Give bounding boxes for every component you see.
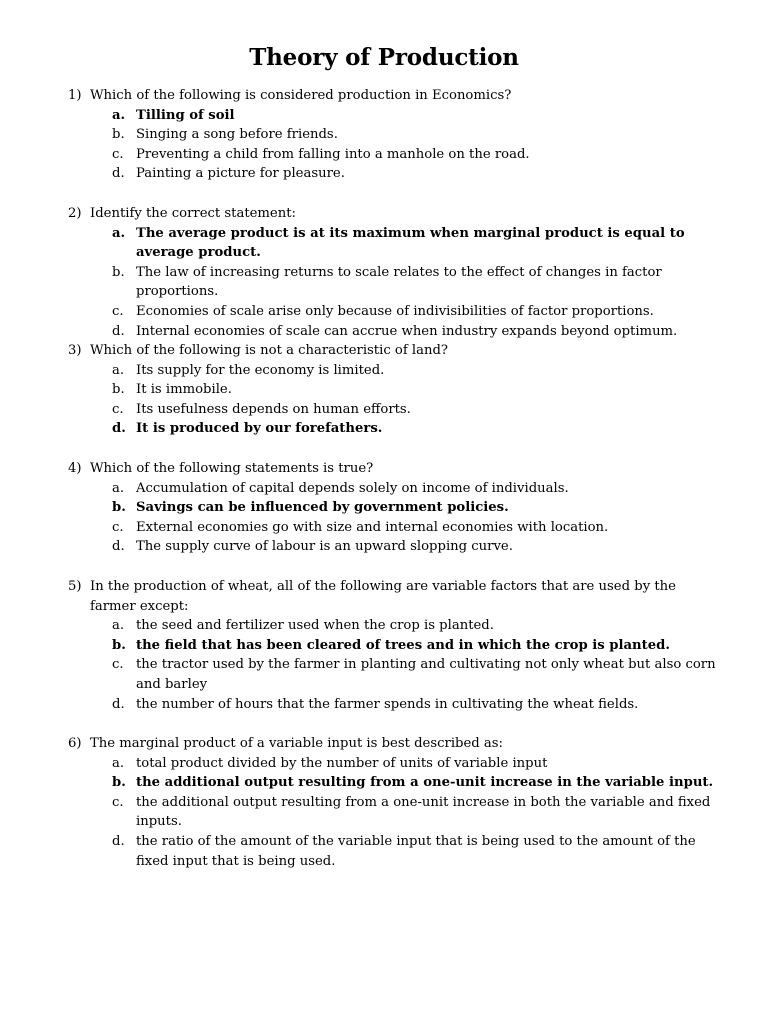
question-text: Which of the following is not a characteristic of land? [90, 343, 449, 358]
question-text: Which of the following is considered production in Economics? [90, 88, 512, 103]
answer-option-a [112, 754, 718, 774]
option-text: Internal economies of scale can accrue when industry expands beyond optimum. [136, 323, 678, 339]
option-letter: d. [112, 833, 125, 849]
question-number: 4) [68, 461, 82, 476]
option-letter: a. [112, 107, 126, 123]
question-number: 5) [68, 579, 82, 594]
option-letter: b. [112, 637, 126, 653]
option-letter: d. [112, 166, 125, 182]
answer-option-b [112, 125, 718, 145]
option-letter: a. [112, 755, 125, 771]
question-1 [68, 86, 718, 184]
answer-option-d [112, 164, 718, 184]
option-text: Singing a song before friends. [136, 127, 338, 143]
question-3 [68, 341, 718, 439]
answer-option-b [112, 636, 718, 656]
option-letter: c. [112, 657, 124, 673]
option-text: Tilling of soil [136, 107, 235, 123]
option-letter: d. [112, 696, 125, 712]
option-letter: c. [112, 401, 124, 417]
option-text: Savings can be influenced by government policies. [136, 500, 509, 516]
answer-option-d [112, 322, 718, 342]
option-letter: d. [112, 421, 126, 437]
option-text: the number of hours that the farmer spends in cultivating the wheat fields. [136, 696, 639, 712]
option-text: Preventing a child from falling into a manhole on the road. [136, 146, 530, 162]
option-letter: c. [112, 146, 124, 162]
option-letter: d. [112, 539, 125, 555]
answer-option-d [112, 695, 718, 715]
option-letter: a. [112, 480, 125, 496]
option-text: The supply curve of labour is an upward slopping curve. [136, 539, 513, 555]
option-text: The law of increasing returns to scale relates to the effect of changes in factor proportions. [136, 264, 662, 300]
option-letter: b. [112, 127, 125, 143]
answer-option-c [112, 145, 718, 165]
question-4 [68, 459, 718, 557]
option-text: It is immobile. [136, 382, 232, 398]
option-text: Painting a picture for pleasure. [136, 166, 345, 182]
option-letter: b. [112, 264, 125, 280]
option-text: the additional output resulting from a one-unit increase in both the variable and fixed inputs. [136, 794, 711, 830]
answer-option-c [112, 400, 718, 420]
option-text: Its usefulness depends on human efforts. [136, 401, 411, 417]
option-text: Its supply for the economy is limited. [136, 362, 385, 378]
page-title: Theory of Production [249, 44, 519, 71]
question-text: In the production of wheat, all of the following are variable factors that are used by the farmer except: [90, 579, 676, 614]
question-number: 1) [68, 88, 82, 103]
question-number: 3) [68, 343, 82, 358]
option-letter: c. [112, 303, 124, 319]
question-text: Which of the following statements is true? [90, 461, 374, 476]
answer-option-d [112, 419, 718, 439]
question-2 [68, 204, 718, 341]
option-letter: a. [112, 362, 125, 378]
question-number: 6) [68, 736, 82, 751]
option-text: External economies go with size and internal economies with location. [136, 519, 609, 535]
option-letter: c. [112, 519, 124, 535]
option-text: the tractor used by the farmer in planting and cultivating not only wheat but also corn and barley [136, 657, 716, 692]
answer-option-b [112, 263, 718, 302]
option-letter: a. [112, 618, 125, 634]
option-letter: b. [112, 382, 125, 398]
answer-option-c [112, 655, 718, 694]
answer-option-a [112, 106, 718, 126]
question-5 [68, 577, 718, 714]
answer-option-a [112, 616, 718, 636]
question-6 [68, 734, 718, 871]
answer-option-b [112, 773, 718, 793]
answer-option-c [112, 793, 718, 832]
option-text: total product divided by the number of units of variable input [136, 755, 548, 771]
option-letter: b. [112, 775, 126, 791]
option-letter: a. [112, 225, 126, 241]
question-number: 2) [68, 206, 82, 221]
option-text: the field that has been cleared of trees and in which the crop is planted. [136, 637, 670, 653]
answer-option-c [112, 302, 718, 322]
answer-option-d [112, 832, 718, 871]
answer-option-d [112, 537, 718, 557]
option-letter: c. [112, 794, 124, 810]
answer-option-a [112, 224, 718, 263]
option-letter: d. [112, 323, 125, 339]
option-text: the additional output resulting from a one-unit increase in the variable input. [136, 775, 714, 791]
option-text: It is produced by our forefathers. [136, 421, 383, 437]
option-text: Economies of scale arise only because of indivisibilities of factor proportions. [136, 303, 654, 319]
question-text: Identify the correct statement: [90, 206, 296, 221]
answer-option-b [112, 498, 718, 518]
option-text: the seed and fertilizer used when the crop is planted. [136, 618, 494, 634]
option-text: the ratio of the amount of the variable input that is being used to the amount of the fixed input that is being used. [136, 833, 696, 869]
answer-option-b [112, 380, 718, 400]
question-text: The marginal product of a variable input is best described as: [90, 736, 503, 751]
answer-option-a [112, 479, 718, 499]
option-text: The average product is at its maximum when marginal product is equal to average product. [136, 225, 685, 261]
answer-option-c [112, 518, 718, 538]
option-text: Accumulation of capital depends solely on income of individuals. [136, 480, 569, 496]
answer-option-a [112, 361, 718, 381]
option-letter: b. [112, 500, 126, 516]
